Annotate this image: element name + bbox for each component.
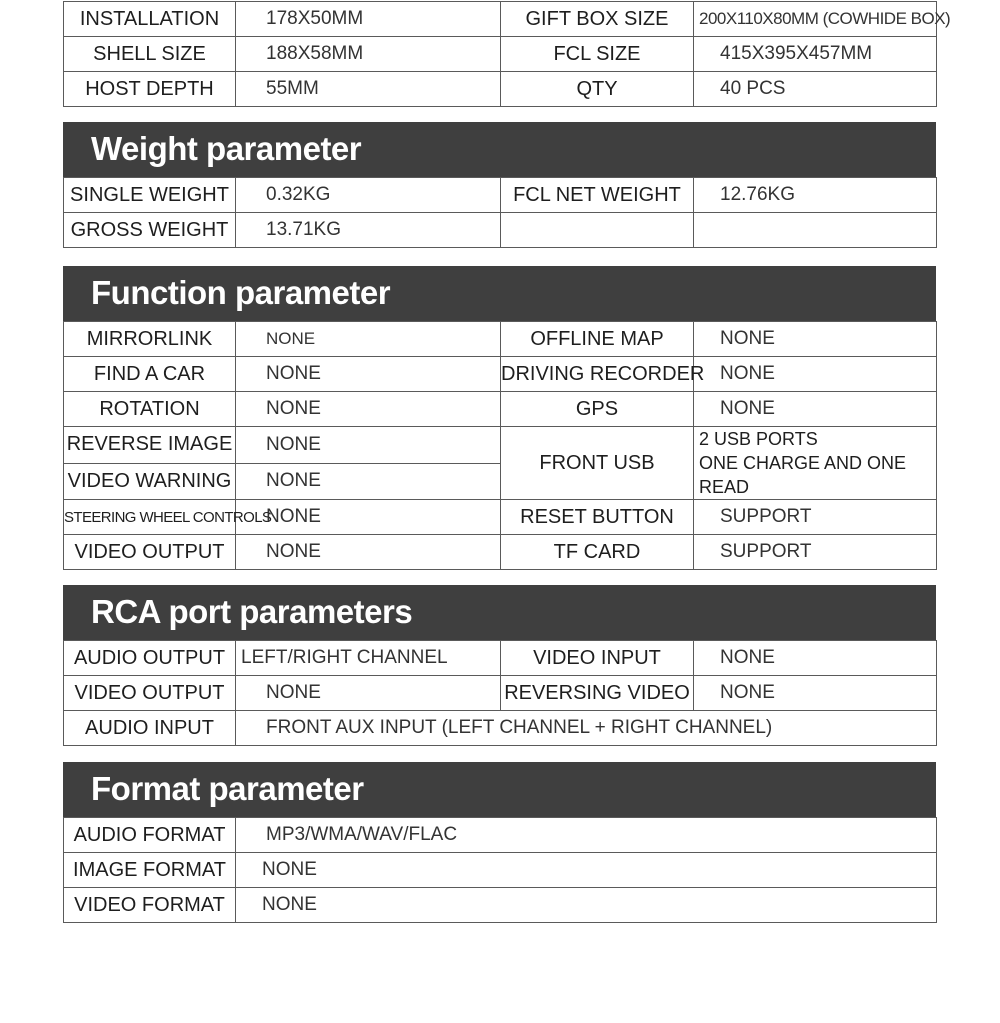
reset-button-value: SUPPORT bbox=[694, 500, 937, 535]
packaging-table bbox=[63, 1, 951, 107]
audio-format-label: AUDIO FORMAT bbox=[64, 818, 236, 853]
rotation-label: ROTATION bbox=[64, 392, 236, 427]
video-warning-value: NONE bbox=[236, 463, 501, 500]
video-format-label: VIDEO FORMAT bbox=[64, 888, 236, 923]
find-a-car-label: FIND A CAR bbox=[64, 357, 236, 392]
table-row bbox=[64, 711, 937, 746]
weight-section-title: Weight parameter bbox=[91, 130, 362, 167]
table-row bbox=[64, 322, 937, 357]
installation-value: 178X50MM bbox=[236, 2, 501, 37]
table-row bbox=[64, 357, 937, 392]
table-row bbox=[64, 818, 937, 853]
video-format-value: NONE bbox=[236, 888, 937, 923]
weight-table bbox=[63, 177, 937, 248]
video-output-label: VIDEO OUTPUT bbox=[64, 535, 236, 570]
table-row bbox=[64, 535, 937, 570]
qty-value: 40 PCS bbox=[694, 72, 937, 107]
table-row bbox=[64, 888, 937, 923]
front-usb-line1: 2 USB PORTS bbox=[699, 429, 818, 449]
reverse-image-label: REVERSE IMAGE bbox=[64, 427, 236, 464]
installation-label: INSTALLATION bbox=[64, 2, 236, 37]
image-format-label: IMAGE FORMAT bbox=[64, 853, 236, 888]
reset-button-label: RESET BUTTON bbox=[501, 500, 694, 535]
mirrorlink-value: NONE bbox=[236, 322, 501, 357]
empty-cell bbox=[501, 213, 694, 248]
offline-map-value: NONE bbox=[694, 322, 937, 357]
front-usb-label: FRONT USB bbox=[501, 427, 694, 500]
weight-section-header bbox=[63, 122, 936, 177]
host-depth-value: 55MM bbox=[236, 72, 501, 107]
video-input-label: VIDEO INPUT bbox=[501, 641, 694, 676]
audio-output-label: AUDIO OUTPUT bbox=[64, 641, 236, 676]
function-section-title: Function parameter bbox=[91, 274, 391, 311]
format-section-header bbox=[63, 762, 936, 817]
table-row bbox=[64, 37, 937, 72]
video-warning-label: VIDEO WARNING bbox=[64, 463, 236, 500]
single-weight-label: SINGLE WEIGHT bbox=[64, 178, 236, 213]
video-input-value: NONE bbox=[694, 641, 937, 676]
rca-section-header bbox=[63, 585, 936, 640]
gps-label: GPS bbox=[501, 392, 694, 427]
rca-table bbox=[63, 640, 937, 746]
fcl-size-label: FCL SIZE bbox=[501, 37, 694, 72]
shell-size-label: SHELL SIZE bbox=[64, 37, 236, 72]
front-usb-line2: ONE CHARGE AND ONE READ bbox=[699, 453, 907, 497]
gross-weight-value: 13.71KG bbox=[236, 213, 501, 248]
host-depth-label: HOST DEPTH bbox=[64, 72, 236, 107]
fcl-net-weight-label: FCL NET WEIGHT bbox=[501, 178, 694, 213]
table-row bbox=[64, 676, 937, 711]
front-usb-value bbox=[694, 427, 937, 500]
audio-input-label: AUDIO INPUT bbox=[64, 711, 236, 746]
driving-recorder-value: NONE bbox=[694, 357, 937, 392]
table-row bbox=[64, 392, 937, 427]
gift-box-size-value: 200X110X80MM (COWHIDE BOX) bbox=[694, 2, 937, 37]
rca-section-title: RCA port parameters bbox=[91, 593, 413, 630]
rca-video-output-value: NONE bbox=[236, 676, 501, 711]
format-section-title: Format parameter bbox=[91, 770, 364, 807]
table-row bbox=[64, 72, 937, 107]
shell-size-value: 188X58MM bbox=[236, 37, 501, 72]
driving-recorder-label: DRIVING RECORDER bbox=[501, 357, 694, 392]
empty-cell bbox=[694, 213, 937, 248]
rca-video-output-label: VIDEO OUTPUT bbox=[64, 676, 236, 711]
table-row bbox=[64, 213, 937, 248]
gift-box-size-label: GIFT BOX SIZE bbox=[501, 2, 694, 37]
function-section-header bbox=[63, 266, 936, 321]
video-output-value: NONE bbox=[236, 535, 501, 570]
rotation-value: NONE bbox=[236, 392, 501, 427]
table-row bbox=[64, 178, 937, 213]
find-a-car-value: NONE bbox=[236, 357, 501, 392]
steering-wheel-controls-label: STEERING WHEEL CONTROLS bbox=[64, 500, 236, 535]
gross-weight-label: GROSS WEIGHT bbox=[64, 213, 236, 248]
fcl-size-value: 415X395X457MM bbox=[694, 37, 937, 72]
mirrorlink-label: MIRRORLINK bbox=[64, 322, 236, 357]
format-table bbox=[63, 817, 937, 923]
audio-input-value: FRONT AUX INPUT (LEFT CHANNEL + RIGHT CHANNEL) bbox=[236, 711, 937, 746]
function-table bbox=[63, 321, 937, 570]
reversing-video-label: REVERSING VIDEO bbox=[501, 676, 694, 711]
table-row bbox=[64, 641, 937, 676]
reversing-video-value: NONE bbox=[694, 676, 937, 711]
table-row bbox=[64, 2, 937, 37]
tf-card-value: SUPPORT bbox=[694, 535, 937, 570]
audio-output-value: LEFT/RIGHT CHANNEL bbox=[236, 641, 501, 676]
reverse-image-value: NONE bbox=[236, 427, 501, 464]
fcl-net-weight-value: 12.76KG bbox=[694, 178, 937, 213]
table-row bbox=[64, 853, 937, 888]
gps-value: NONE bbox=[694, 392, 937, 427]
table-row bbox=[64, 500, 937, 535]
image-format-value: NONE bbox=[236, 853, 937, 888]
qty-label: QTY bbox=[501, 72, 694, 107]
audio-format-value: MP3/WMA/WAV/FLAC bbox=[236, 818, 937, 853]
single-weight-value: 0.32KG bbox=[236, 178, 501, 213]
tf-card-label: TF CARD bbox=[501, 535, 694, 570]
offline-map-label: OFFLINE MAP bbox=[501, 322, 694, 357]
table-row bbox=[64, 427, 937, 464]
steering-wheel-controls-value: NONE bbox=[236, 500, 501, 535]
